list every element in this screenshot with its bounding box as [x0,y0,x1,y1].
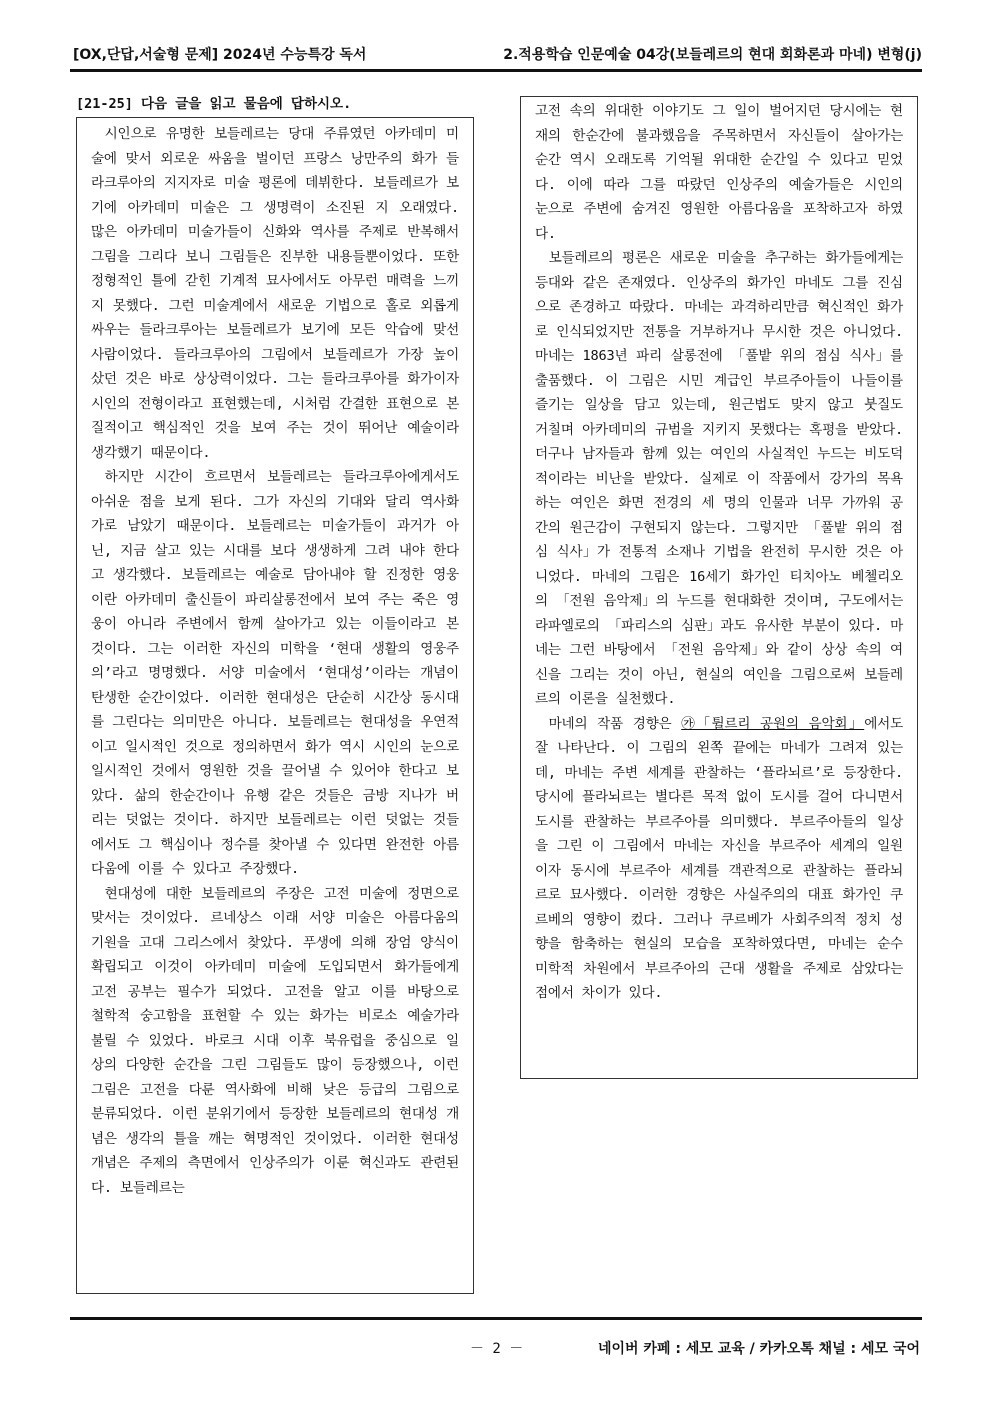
passage-paragraph-5 [535,712,903,1006]
footer-rule [70,1317,922,1320]
paragraph-5-intro: 마네의 작품 경향은 [548,715,682,732]
paragraph-5-body: 에서도 잘 나타난다. 이 그림의 왼쪽 끝에는 마네가 그려져 있는데, 마네는 주변 세계를 관찰하는 ‘플라뇌르’로 등장한다. 당시에 플라뇌르는 별다른 목적 없이 도시를 걸어 다니면서 도시를 관찰하는 부르주아를 의미했다. 부르주아들의 일상을 그린 이 그림에서 마네는 자신을 부르주아 세계의 일원이자 동시에 부르주아 세계를 객관적으로 관찰하는 플라뇌르로 묘사했다. 이러한 경향은 사실주의의 대표 화가인 쿠르베의 영향이 컸다. 그러나 쿠르베가 사회주의적 정치 성향을 함축하는 현실의 모습을 포착하였다면, 마네는 순수 미학적 차원에서 부르주아의 근대 생활을 주제로 삼았다는 점에서 차이가 있다. [535,715,903,1001]
passage-paragraph-1: 시인으로 유명한 보들레르는 당대 주류였던 아카데미 미술에 맞서 외로운 싸움을 벌이던 프랑스 낭만주의 화가 들라크루아의 지지자로 미술 평론에 데뷔한다. 보들레르가 보기에 아카데미 미술은 그 생명력이 소진된 지 오래였다. 많은 아카데미 미술가들이 신화와 역사를 주제로 반복해서 그림을 그리다 보니 그림들은 진부한 내용들뿐이었다. 또한 정형적인 틀에 갇힌 기계적 묘사에서도 아무런 매력을 느끼지 못했다. 그런 미술계에서 새로운 기법으로 홀로 외롭게 싸우는 들라크루아는 보들레르가 보기에 모든 악습에 맞선 사람이었다. 들라크루아의 그림에서 보들레르가 가장 높이 샀던 것은 바로 상상력이었다. 그는 들라크루아를 화가이자 시인의 전형이라고 표현했는데, 시처럼 간결한 표현으로 본질적이고 핵심적인 것을 보여 주는 것이 뛰어난 예술이라 생각했기 때문이다. [91,126,459,461]
page-number: － 2 － [470,1341,524,1357]
passage-paragraph-3-continued: 고전 속의 위대한 이야기도 그 일이 벌어지던 당시에는 현재의 한순간에 불과했음을 주목하면서 자신들이 살아가는 순간 역시 오래도록 기억될 위대한 순간일 수 있다고 믿었다. 이에 따라 그를 따랐던 인상주의 예술가들은 시인의 눈으로 주변에 숨겨진 영원한 아름다움을 포착하고자 하였다. [535,103,903,242]
passage-paragraph-2: 하지만 시간이 흐르면서 보들레르는 들라크루아에게서도 아쉬운 점을 보게 된다. 그가 자신의 기대와 달리 역사화가로 남았기 때문이다. 보들레르는 미술가들이 과거가 아닌, 지금 살고 있는 시대를 보다 생생하게 그려 내야 한다고 생각했다. 보들레르는 예술로 담아내야 할 진정한 영웅이란 아카데미 출신들이 파리살롱전에서 보여 주는 죽은 영웅이 아니라 주변에서 함께 살아가고 있는 이들이라고 본 것이다. 그는 이러한 자신의 미학을 ‘현대 생활의 영웅주의’라고 명명했다. 서양 미술에서 ‘현대성’이라는 개념이 탄생한 순간이었다. 이러한 현대성은 단순히 시간상 동시대를 그린다는 의미만은 아니다. 보들레르는 현대성을 우연적이고 일시적인 것으로 정의하면서 화가 역시 시인의 눈으로 일시적인 것에서 영원한 것을 끌어낼 수 있어야 한다고 보았다. 삶의 한순간이나 유행 같은 것들은 금방 지나가 버리는 덧없는 것이다. 하지만 보들레르는 이런 덧없는 것들에서도 그 핵심이나 정수를 찾아낼 수 있다면 완전한 아름다움에 이를 수 있다고 주장했다. [91,469,459,877]
passage-column-left [76,117,474,1294]
question-instruction: [21-25] 다음 글을 읽고 물음에 답하시오. [76,96,352,112]
underlined-artwork-title: ㉮「튈르리 공원의 음악회」 [681,715,865,732]
header-right-title: 2.적용학습 인문예술 04강(보들레르의 현대 회화론과 마네) 변형(j) [503,47,922,63]
passage-column-right [520,96,918,1079]
passage-paragraph-4: 보들레르의 평론은 새로운 미술을 추구하는 화가들에게는 등대와 같은 존재였다. 인상주의 화가인 마네도 그를 진심으로 존경하고 따랐다. 마네는 과격하리만큼 혁신적인 화가로 인식되었지만 전통을 거부하거나 무시한 것은 아니었다. 마네는 1863년 파리 살롱전에 「풀밭 위의 점심 식사」를 출품했다. 이 그림은 시민 계급인 부르주아들이 나들이를 즐기는 일상을 담고 있는데, 원근법도 맞지 않고 붓질도 거칠며 아카데미의 규범을 지키지 못했다는 혹평을 받았다. 더구나 남자들과 함께 있는 여인의 사실적인 누드는 비도덕적이라는 비난을 받았다. 실제로 이 작품에서 강가의 목욕하는 여인은 화면 전경의 세 명의 인물과 너무 가까워 공간의 원근감이 구현되지 않는다. 그렇지만 「풀밭 위의 점심 식사」가 전통적 소재나 기법을 완전히 무시한 것은 아니었다. 마네의 그림은 16세기 화가인 티치아노 베첼리오의 「전원 음악제」의 누드를 현대화한 것이며, 구도에서는 라파엘로의 「파리스의 심판」과도 유사한 부분이 있다. 마네는 그런 바탕에서 「전원 음악제」와 같이 상상 속의 여신을 그리는 것이 아닌, 현실의 여인을 그림으로써 보들레르의 이론을 실천했다. [535,250,903,707]
header-left-title: [OX,단답,서술형 문제] 2024년 수능특강 독서 [73,47,367,63]
footer-channel-info: 네이버 카페 : 세모 교육 / 카카오톡 채널 : 세모 국어 [597,1341,920,1357]
passage-paragraph-3: 현대성에 대한 보들레르의 주장은 고전 미술에 정면으로 맞서는 것이었다. 르네상스 이래 서양 미술은 아름다움의 기원을 고대 그리스에서 찾았다. 푸생에 의해 장엄 양식이 확립되고 이것이 아카데미 미술에 도입되면서 화가들에게 고전 공부는 필수가 되었다. 고전을 알고 이를 바탕으로 철학적 숭고함을 표현할 수 있는 화가는 비로소 예술가라 불릴 수 있었다. 바로크 시대 이후 북유럽을 중심으로 일상의 다양한 순간을 그린 그림들도 많이 등장했으나, 이런 그림은 고전을 다룬 역사화에 비해 낮은 등급의 그림으로 분류되었다. 이런 분위기에서 등장한 보들레르의 현대성 개념은 생각의 틀을 깨는 혁명적인 것이었다. 이러한 현대성 개념은 주제의 측면에서 인상주의가 이룬 혁신과도 관련된다. 보들레르는 [91,885,459,1196]
header-rule [70,69,922,72]
